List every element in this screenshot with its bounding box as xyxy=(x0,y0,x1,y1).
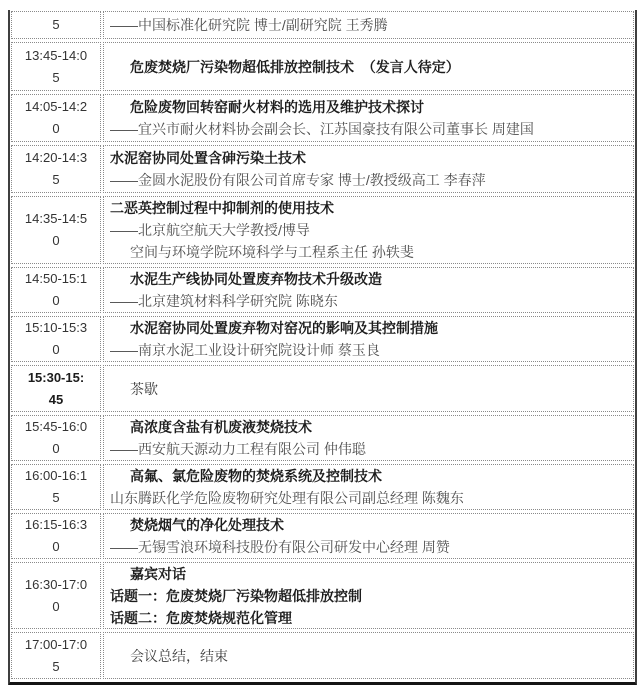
content-cell xyxy=(103,316,634,362)
schedule-row xyxy=(11,365,634,412)
content-cell xyxy=(103,562,634,629)
time-cell xyxy=(11,415,101,461)
time-text: 17:00-17:0 xyxy=(24,636,88,652)
session-title: 嘉宾对话 xyxy=(130,565,186,582)
session-title: 水泥窑协同处置废弃物对窑况的影响及其控制措施 xyxy=(130,320,438,336)
content-cell xyxy=(103,513,634,559)
time-text: 16:30-17:0 xyxy=(24,576,88,592)
speaker-line: ——北京建筑材料科学研究院 陈晓东 xyxy=(110,293,338,309)
time-cell xyxy=(11,11,101,39)
schedule-row xyxy=(11,632,634,679)
time-cell xyxy=(11,562,101,629)
session-title: 水泥窑协同处置含砷污染土技术 xyxy=(110,150,306,166)
time-text: 15:30-15: xyxy=(27,369,85,385)
speaker-line: ——金圆水泥股份有限公司首席专家 博士/教授级高工 李春萍 xyxy=(110,172,486,188)
schedule-table xyxy=(8,10,637,685)
content-cell xyxy=(103,632,634,679)
content-cell xyxy=(103,42,634,91)
content-cell xyxy=(103,94,634,142)
time-cell xyxy=(11,316,101,362)
schedule-row xyxy=(11,267,634,313)
time-text: 15:10-15:3 xyxy=(24,320,88,335)
content-cell xyxy=(103,145,634,193)
time-cell xyxy=(11,513,101,559)
schedule-row xyxy=(11,562,634,629)
schedule-row xyxy=(11,316,634,362)
time-cell xyxy=(11,94,101,142)
session-title: 焚烧烟气的净化处理技术 xyxy=(130,517,284,533)
speaker-line: ——无锡雪浪环境科技股份有限公司研发中心经理 周赞 xyxy=(110,539,450,555)
speaker-line: ——中国标准化研究院 博士/副研究院 王秀腾 xyxy=(110,17,388,33)
time-cell xyxy=(11,632,101,679)
schedule-row xyxy=(11,464,634,510)
session-title: 水泥生产线协同处置废弃物技术升级改造 xyxy=(130,271,382,287)
time-cell xyxy=(11,464,101,510)
time-text: 0 xyxy=(52,121,60,136)
time-text: 14:35-14:5 xyxy=(24,211,88,226)
speaker-line: ——北京航空航天大学教授/博导 xyxy=(110,222,310,238)
content-cell xyxy=(103,365,634,412)
content-cell xyxy=(103,196,634,264)
time-cell xyxy=(11,196,101,264)
schedule-row xyxy=(11,513,634,559)
time-text: 14:20-14:3 xyxy=(24,150,88,165)
time-text: 0 xyxy=(52,293,60,308)
time-text: 0 xyxy=(52,539,60,554)
time-cell xyxy=(11,145,101,193)
time-text: 5 xyxy=(52,69,60,85)
session-title: 高氟、氯危险废物的焚烧系统及控制技术 xyxy=(130,468,382,484)
session-note: 茶歇 xyxy=(130,380,158,397)
time-text: 5 xyxy=(52,17,60,32)
topic-line: 话题一：危废焚烧厂污染物超低排放控制 xyxy=(110,587,362,604)
speaker-line: ——西安航天源动力工程有限公司 仲伟聪 xyxy=(110,441,366,457)
session-title: 二恶英控制过程中抑制剂的使用技术 xyxy=(110,200,334,216)
content-cell xyxy=(103,464,634,510)
time-text: 0 xyxy=(52,233,60,248)
session-title: 危废焚烧厂污染物超低排放控制技术 （发言人待定） xyxy=(130,58,460,75)
time-cell xyxy=(11,365,101,412)
session-title: 高浓度含盐有机废液焚烧技术 xyxy=(130,419,312,435)
speaker-line: ——南京水泥工业设计研究院设计师 蔡玉良 xyxy=(110,342,380,358)
time-text: 5 xyxy=(52,172,60,187)
schedule-row xyxy=(11,145,634,193)
time-text: 0 xyxy=(52,441,60,456)
time-text: 13:45-14:0 xyxy=(24,47,88,63)
schedule-row xyxy=(11,11,634,39)
session-note: 会议总结，结束 xyxy=(130,647,228,664)
session-title: 危险废物回转窑耐火材料的选用及维护技术探讨 xyxy=(130,99,424,115)
schedule-row xyxy=(11,94,634,142)
content-cell xyxy=(103,11,634,39)
speaker-line: 山东腾跃化学危险废物研究处理有限公司副总经理 陈魏东 xyxy=(110,490,464,506)
time-text: 0 xyxy=(52,342,60,357)
time-text: 15:45-16:0 xyxy=(24,419,88,434)
time-text: 14:50-15:1 xyxy=(24,271,88,286)
schedule-row xyxy=(11,42,634,91)
time-text: 5 xyxy=(52,490,60,505)
time-text: 14:05-14:2 xyxy=(24,99,88,114)
schedule-row xyxy=(11,196,634,264)
time-text: 0 xyxy=(52,598,60,614)
time-text: 16:00-16:1 xyxy=(24,468,88,483)
time-text: 16:15-16:3 xyxy=(24,517,88,532)
topic-line: 话题二：危废焚烧规范化管理 xyxy=(110,609,292,626)
time-text: 5 xyxy=(52,658,60,674)
time-text: 45 xyxy=(48,391,64,407)
content-cell xyxy=(103,267,634,313)
time-cell xyxy=(11,42,101,91)
schedule-row xyxy=(11,415,634,461)
content-cell xyxy=(103,415,634,461)
time-cell xyxy=(11,267,101,313)
speaker-line: 空间与环境学院环境科学与工程系主任 孙轶斐 xyxy=(130,244,414,260)
speaker-line: ——宜兴市耐火材料协会副会长、江苏国豪技有限公司董事长 周建国 xyxy=(110,121,534,137)
